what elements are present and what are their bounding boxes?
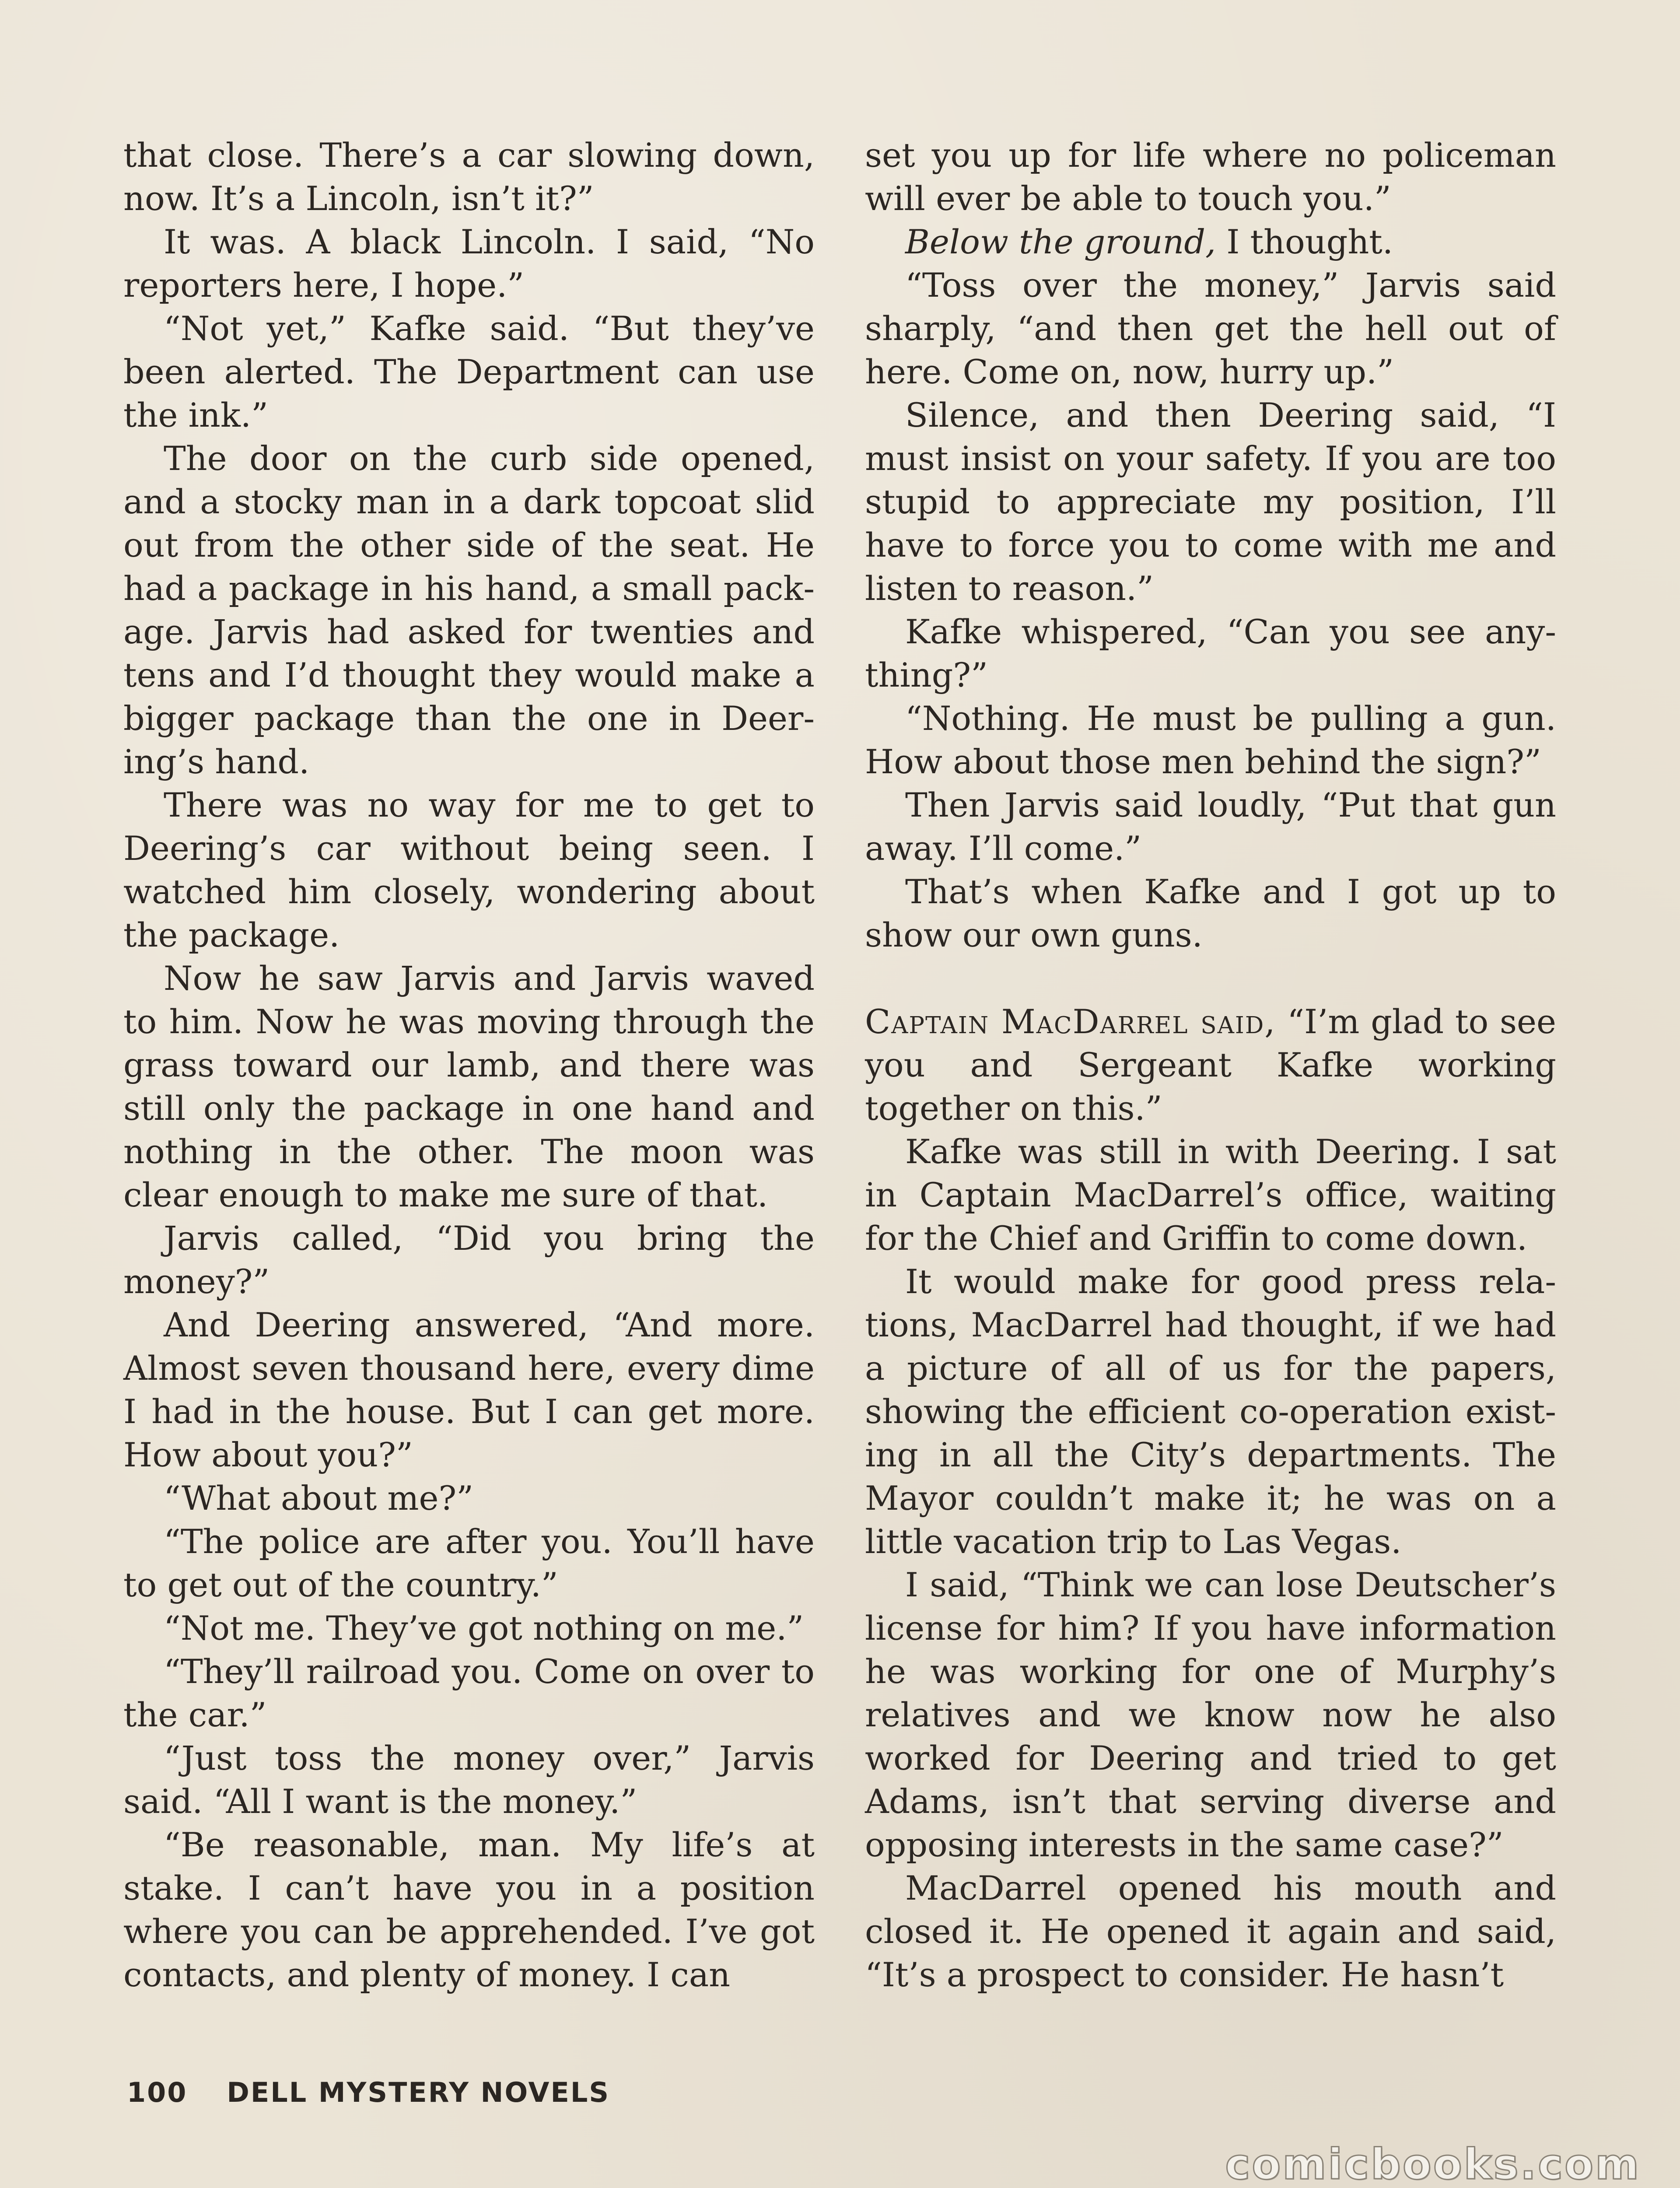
paragraph: “The police are after you. You’ll have to get out of the country.” bbox=[123, 1522, 815, 1604]
paragraph: That’s when Kafke and I got up to show our own guns. bbox=[865, 872, 1556, 954]
paragraph: MacDarrel opened his mouth and closed it. He opened it again and said, “It’s a prospect to consider. He hasn’t bbox=[865, 1869, 1556, 1994]
paragraph: “Be reasonable, man. My life’s at stake. I can’t have you in a position where you can be apprehended. I’ve got contacts, and plenty of money. I can bbox=[123, 1825, 815, 1994]
paragraph-text: I thought. bbox=[1216, 222, 1393, 261]
paragraph: It was. A black Lincoln. I said, “No reporters here, I hope.” bbox=[123, 222, 815, 305]
paragraph: Jarvis called, “Did you bring the money?” bbox=[123, 1219, 815, 1301]
paragraph: “Just toss the money over,” Jarvis said. “All I want is the money.” bbox=[123, 1739, 815, 1821]
paragraph: “Not me. They’ve got nothing on me.” bbox=[164, 1609, 804, 1648]
paragraph: “Not yet,” Kafke said. “But they’ve been alerted. The Department can use the ink.” bbox=[123, 309, 815, 435]
page-number: 100 bbox=[127, 2076, 188, 2108]
page-footer bbox=[127, 2076, 610, 2108]
paragraph: “Toss over the money,” Jarvis said sharply, “and then get the hell out of here. Come on, now, hurry up.” bbox=[865, 266, 1556, 391]
paragraph: I said, “Think we can lose Deutscher’s license for him? If you have information he was working for one of Murphy’s relatives and we know now he also worked for Deering and tried to get Adams, isn’t that serving diverse and opposing interests in the same case?” bbox=[865, 1565, 1556, 1864]
paragraph: “Nothing. He must be pulling a gun. How about those men behind the sign?” bbox=[865, 699, 1556, 781]
paragraph: And Deering answered, “And more. Almost seven thousand here, every dime I had in the house. But I can get more. How about you?” bbox=[123, 1305, 815, 1474]
section-opening-paragraph bbox=[865, 1000, 1556, 1130]
paragraph: There was no way for me to get to Deering’s car without being seen. I watched him closely, wondering about the package. bbox=[123, 785, 815, 954]
paragraph-text: “I’m glad to see you and Sergeant Kafke working together on this.” bbox=[865, 1002, 1556, 1128]
paragraph: Kafke whispered, “Can you see anything?” bbox=[865, 612, 1556, 694]
paragraph: that close. There’s a car slowing down, now. It’s a Lincoln, isn’t it?” bbox=[123, 136, 815, 218]
paragraph: Then Jarvis said loudly, “Put that gun away. I’ll come.” bbox=[865, 785, 1556, 868]
text-column-right bbox=[865, 133, 1556, 1996]
paragraph: Kafke was still in with Deering. I sat in Captain MacDarrel’s office, waiting for the Chief and Griffin to come down. bbox=[865, 1132, 1556, 1258]
watermark: comicbooks.com bbox=[1225, 2140, 1641, 2188]
paragraph bbox=[865, 220, 1556, 263]
paragraph: It would make for good press relations, MacDarrel had thought, if we had a picture of all of us for the papers, showing the efficient co-operation existing in all the City’s departments. The Mayor couldn’t make it; he was on a little vacation trip to Las Vegas. bbox=[865, 1262, 1556, 1561]
publication-name: DELL MYSTERY NOVELS bbox=[227, 2076, 610, 2108]
paragraph: “They’ll railroad you. Come on over to the car.” bbox=[123, 1652, 815, 1734]
paragraph: set you up for life where no policeman will ever be able to touch you.” bbox=[865, 136, 1556, 218]
paragraph: “What about me?” bbox=[164, 1479, 474, 1518]
small-caps-lead-in: Captain MacDarrel said, bbox=[865, 1002, 1276, 1041]
paragraph: Now he saw Jarvis and Jarvis waved to him. Now he was moving through the grass toward our lamb, and there was still only the package in one hand and nothing in the other. The moon was clear enough to make me sure of that. bbox=[123, 959, 815, 1214]
paragraph: The door on the curb side opened, and a stocky man in a dark topcoat slid out from the other side of the seat. He had a package in his hand, a small package. Jarvis had asked for twenties and tens and I’d thought they would make a bigger package than the one in Deering’s hand. bbox=[123, 439, 815, 781]
text-column-left bbox=[123, 133, 815, 1996]
paragraph: Silence, and then Deering said, “I must insist on your safety. If you are too stupid to appreciate my position, I’ll have to force you to come with me and listen to reason.” bbox=[865, 396, 1556, 608]
italic-phrase: Below the ground, bbox=[905, 222, 1216, 261]
